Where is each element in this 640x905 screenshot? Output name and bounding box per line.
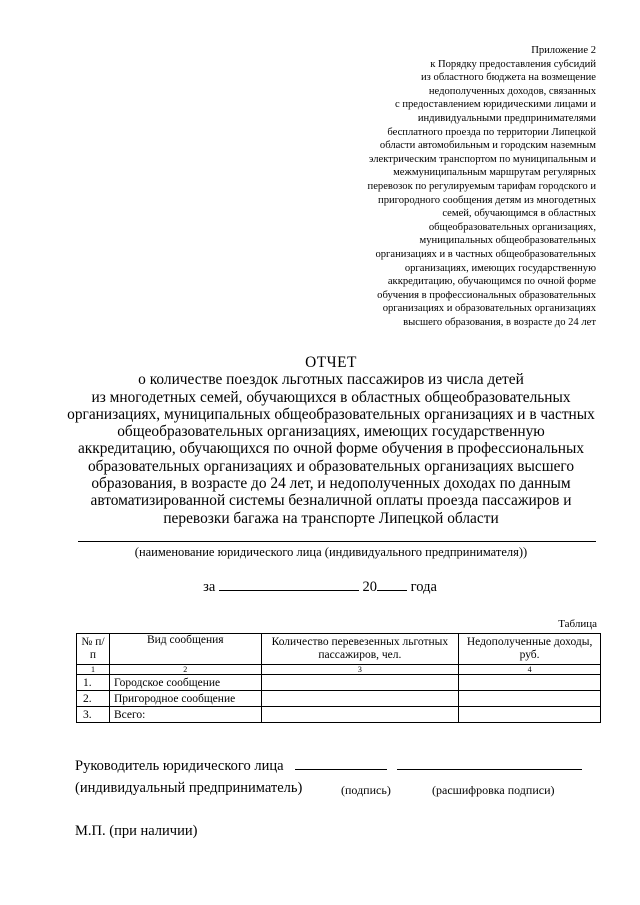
column-number-row [77,665,601,675]
header-passengers: Количество перевезенных льготных пассажиров, чел. [261,634,459,665]
row-route-type: Всего: [109,707,261,723]
appendix-line: муниципальных общеобразовательных [419,235,596,247]
report-title-line: организациях, муниципальных общеобразовательных организациях и в частных [67,405,595,423]
appendix-line: организациях и в частных общеобразовательных [375,248,596,260]
stamp-note: М.П. (при наличии) [75,823,198,839]
signature-line-1 [75,755,605,777]
table-row [77,675,601,691]
column-number: 1 [77,665,110,675]
appendix-line: области автомобильным и городским наземным [379,140,596,152]
row-number: 1. [77,675,110,691]
appendix-block [300,44,596,329]
report-title-block [60,354,602,527]
appendix-line: из областного бюджета на возмещение [421,72,596,84]
row-number: 2. [77,691,110,707]
period-prefix: за [203,579,216,595]
appendix-line: электрическим транспортом по муниципальным и [368,153,596,165]
column-number: 3 [261,665,459,675]
report-title-line: из многодетных семей, обучающихся в областных общеобразовательных [91,388,571,406]
report-title-line: автоматизированной системы безналичной оплаты проезда пассажиров и [90,492,572,510]
row-route-type: Пригородное сообщение [109,691,261,707]
report-period [0,578,640,596]
appendix-line: недополученных доходов, связанных [428,85,596,97]
appendix-line: индивидуальными предпринимателями [417,112,596,124]
row-income-cell[interactable] [459,675,601,691]
appendix-line: с предоставлением юридическими лицами и [394,99,596,111]
decoding-blank[interactable] [397,757,582,770]
period-year-blank [377,578,407,591]
decoding-caption: (расшифровка подписи) [432,783,555,797]
table-row [77,691,601,707]
appendix-line: семей, обучающимся в областных [442,208,596,220]
head-title: Руководитель юридического лица [75,758,284,774]
table-label: Таблица [558,618,597,630]
report-table [76,633,601,723]
table-row [77,707,601,723]
row-income-cell[interactable] [459,707,601,723]
header-income: Недополученные доходы, руб. [459,634,601,665]
report-title-line: аккредитацию, обучающихся по очной форме обучения в профессиональных [77,440,585,458]
signature-blank[interactable] [295,757,387,770]
appendix-line: организациях, имеющих государственную [404,262,596,274]
report-title-line: о количестве поездок льготных пассажиров из числа детей [138,371,524,389]
report-heading: ОТЧЕТ [305,354,357,371]
row-passengers-cell[interactable] [261,675,459,691]
appendix-line: межмуниципальным маршрутам регулярных [393,167,596,179]
column-number: 4 [459,665,601,675]
report-title-line: образовательных организациях и образовательных организациях высшего [87,457,575,475]
period-blank [219,578,359,591]
row-passengers-cell[interactable] [261,707,459,723]
appendix-line: Приложение 2 [531,45,596,56]
table-header-row [77,634,601,665]
appendix-line: пригородного сообщения детям из многодетных [378,194,596,206]
column-number: 2 [109,665,261,675]
report-title-line: общеобразовательных организациях, имеющих государственную [117,423,545,441]
appendix-line: к Порядку предоставления субсидий [430,58,596,70]
appendix-line: высшего образования, в возрасте до 24 лет [403,316,596,328]
entity-name-line [78,541,596,542]
appendix-line: бесплатного проезда по территории Липецкой [387,126,596,138]
head-title-sub: (индивидуальный предприниматель) [75,780,303,796]
appendix-line: общеобразовательных организациях, [428,221,596,233]
header-route-type: Вид сообщения [109,634,261,665]
signature-line-2 [75,777,605,799]
signature-caption: (подпись) [341,783,391,797]
report-title-line: перевозки багажа на транспорте Липецкой области [163,509,499,527]
row-number: 3. [77,707,110,723]
row-route-type: Городское сообщение [109,675,261,691]
entity-name-caption: (наименование юридического лица (индивидуального предпринимателя)) [134,545,528,559]
period-suffix: года [410,579,437,595]
period-year-prefix: 20 [362,579,378,595]
appendix-line: обучения в профессиональных образовательных [377,289,596,301]
appendix-line: перевозок по регулируемым тарифам городского и [367,180,596,192]
report-title-line: образования, в возрасте до 24 лет, и недополученных доходах по данным [91,475,571,493]
appendix-line: аккредитацию, обучающимся по очной форме [387,276,596,288]
signature-block [75,755,605,799]
appendix-line: организациях и образовательных организациях [382,303,596,315]
header-number: № п/п [77,634,110,665]
row-passengers-cell[interactable] [261,691,459,707]
row-income-cell[interactable] [459,691,601,707]
